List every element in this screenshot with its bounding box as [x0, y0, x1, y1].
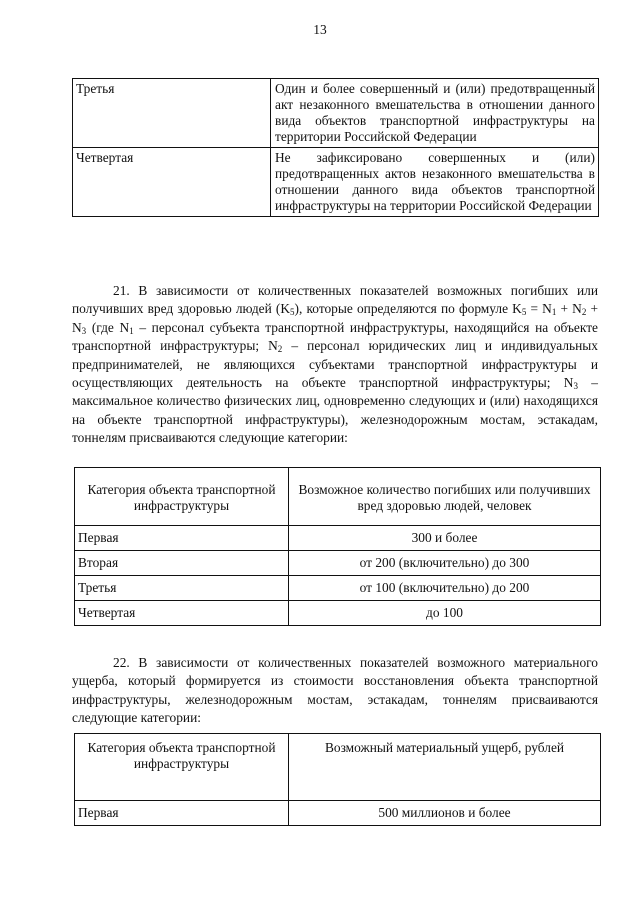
category-cell: Четвертая	[75, 601, 289, 626]
page-number: 13	[313, 22, 327, 37]
category-cell: Третья	[75, 576, 289, 601]
category-cell: Первая	[75, 801, 289, 826]
table-row	[75, 601, 601, 626]
header-category: Категория объекта транспортной инфраструктуры	[75, 734, 289, 801]
table-row	[73, 148, 599, 217]
table-row	[75, 526, 601, 551]
table-header-row	[75, 734, 601, 801]
description-cell: Не зафиксировано совершенных и (или) предотвращенных актов незаконного вмешательства в отношении данного вида объектов транспортной инфраструктуры на территории Российской Федерации	[271, 148, 599, 217]
table-row	[75, 801, 601, 826]
category-cell: Первая	[75, 526, 289, 551]
value-cell: 300 и более	[289, 526, 601, 551]
threat-category-table	[72, 78, 599, 217]
category-cell: Третья	[73, 79, 271, 148]
header-value: Возможное количество погибших или получивших вред здоровью людей, человек	[289, 468, 601, 526]
category-cell: Четвертая	[73, 148, 271, 217]
table-row	[75, 551, 601, 576]
people-category-table	[74, 467, 601, 626]
description-cell: Один и более совершенный и (или) предотвращенный акт незаконного вмешательства в отношении данного вида объектов транспортной инфраструктуры на территории Российской Федерации	[271, 79, 599, 148]
value-cell: от 200 (включительно) до 300	[289, 551, 601, 576]
table-row	[75, 576, 601, 601]
value-cell: до 100	[289, 601, 601, 626]
value-cell: от 100 (включительно) до 200	[289, 576, 601, 601]
table-row	[73, 79, 599, 148]
damage-category-table	[74, 733, 601, 826]
category-cell: Вторая	[75, 551, 289, 576]
paragraph-22: 22. В зависимости от количественных показателей возможного материального ущерба, который формируется из стоимости восстановления объекта транспортной инфраструктуры, железнодорожным мостам, эстакадам, тоннелям присваиваются следующие категории:	[72, 655, 598, 726]
header-value: Возможный материальный ущерб, рублей	[289, 734, 601, 801]
paragraph-21: 21. В зависимости от количественных показателей возможных погибших или получивших вред здоровью людей $(K_5)$, которые определяются по формуле $K_5 = N_1 + N_2 + N_3$ (где $N_1$ – персонал субъекта транспортной инфраструктуры, находящийся на объекте транспортной инфраструктуры; $N_2$ – персонал юридических лиц и индивидуальных предпринимателей, не являющихся субъектами транспортной инфраструктуры и осуществляющих деятельность на объекте транспортной инфраструктуры; $N_3$ – максимальное количество физических лиц, одновременно следующих и (или) находящихся на объекте транспортной инфраструктуры), железнодорожным мостам, эстакадам, тоннелям присваиваются следующие категории:	[72, 283, 599, 446]
table-header-row	[75, 468, 601, 526]
value-cell: 500 миллионов и более	[289, 801, 601, 826]
header-category: Категория объекта транспортной инфраструктуры	[75, 468, 289, 526]
